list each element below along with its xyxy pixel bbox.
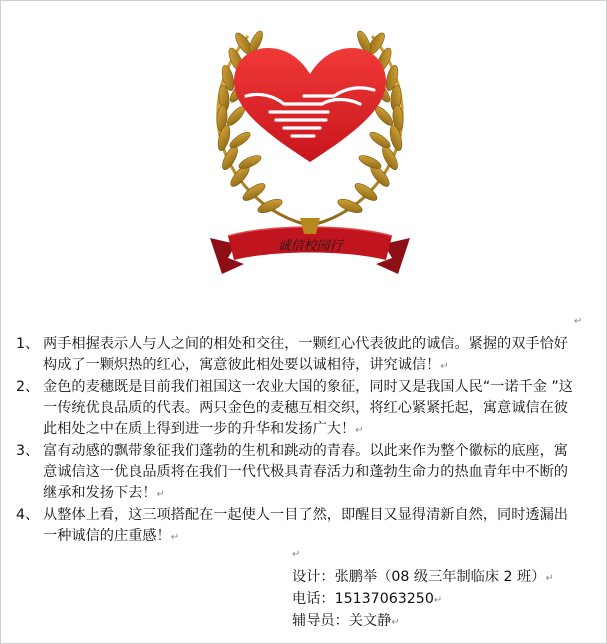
honesty-emblem <box>200 12 420 292</box>
list-item <box>16 334 582 377</box>
paragraph-mark: ↵ <box>574 316 583 327</box>
emblem-description <box>16 334 582 548</box>
heart-hands-icon <box>234 48 386 162</box>
item-number: 1、 <box>16 336 40 352</box>
item-number: 2、 <box>16 379 40 395</box>
item-text: 两手相握表示人与人之间的相处和交往，一颗红心代表彼此的诚信。紧握的双手恰好构成了一颗炽热的红心，寓意彼此相处要以诚相待，讲究诚信！ <box>43 336 568 373</box>
list-item <box>16 377 582 441</box>
paragraph-mark: ↵ <box>292 549 301 560</box>
item-number: 4、 <box>16 507 40 523</box>
paragraph-mark: ↵ <box>545 573 554 584</box>
paragraph-mark: ↵ <box>170 532 180 543</box>
item-text: 富有动感的飘带象征我们蓬勃的生机和跳动的青春。以此来作为整个徽标的底座，寓意诚信这一优良品质将在我们一代代极具青春活力和蓬勃生命力的热血青年中不断的继承和发扬下去！ <box>43 443 568 501</box>
paragraph-mark: ↵ <box>440 361 449 372</box>
paragraph-mark: ↵ <box>391 617 400 628</box>
paragraph-mark: ↵ <box>433 595 443 606</box>
list-item <box>16 505 582 548</box>
item-text: 金色的麦穗既是目前我们祖国这一农业大国的象征，同时又是我国人民“一诺千金 ”这一传统优良品质的代表。两只金色的麦穗互相交织，将红心紧紧托起，寓意诚信在彼此相处之中在质上得到进一步的升华和发扬广大！ <box>43 379 573 437</box>
item-number: 3、 <box>16 443 40 459</box>
designer-line: 设计：张鹏举（08 级三年制临床 2 班） <box>292 569 546 585</box>
item-text: 从整体上看，这三项搭配在一起使人一目了然，即醒目又显得清新自然，同时透漏出一种诚信的庄重感！ <box>43 507 568 544</box>
phone-line: 电话：15137063250 <box>292 591 434 607</box>
advisor-line: 辅导员：关文静 <box>292 613 392 629</box>
paragraph-mark: ↵ <box>156 489 165 500</box>
list-item <box>16 441 582 505</box>
banner-text: 诚信校园行 <box>277 239 343 254</box>
credits <box>292 567 554 633</box>
ribbon-banner <box>210 218 410 274</box>
paragraph-mark: ↵ <box>355 425 364 436</box>
